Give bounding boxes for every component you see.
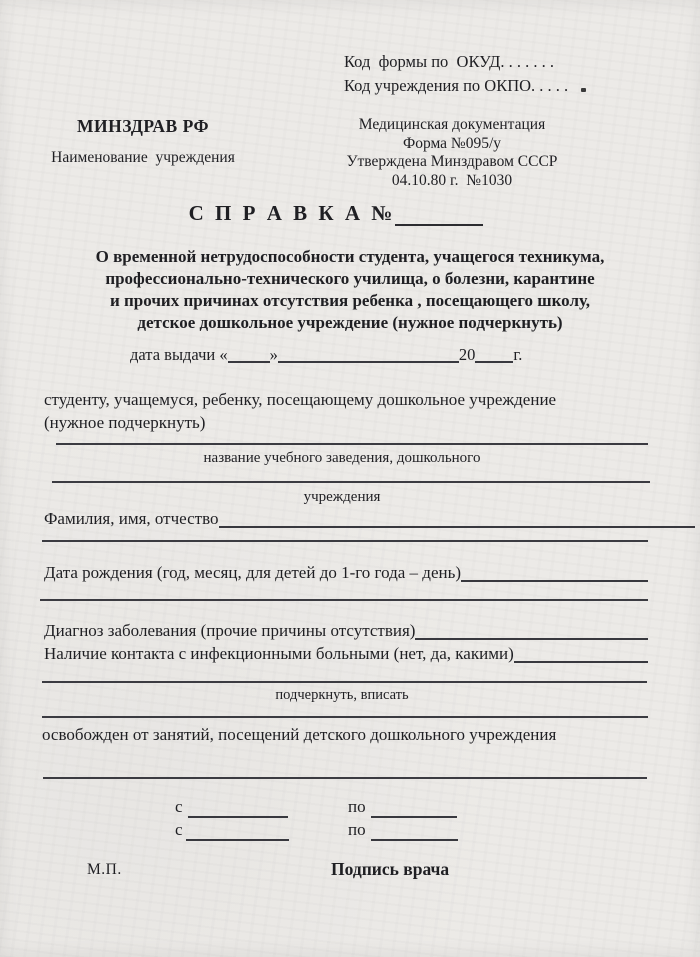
infection-contact-row [44, 642, 648, 665]
issue-year-suffix: г. [513, 345, 523, 364]
period-from-label: с [175, 820, 183, 839]
doc-type-block [346, 116, 558, 190]
approved-by-line: Утверждена Минздравом СССР [346, 153, 558, 170]
institution-name-label: Наименование учреждения [51, 149, 235, 166]
certificate-subtitle-line: профессионально-технического училища, о болезни, карантине [105, 269, 595, 288]
institution-caption-line: учреждения [303, 489, 381, 505]
diagnosis-label: Диагноз заболевания (прочие причины отсутствия) [44, 621, 416, 640]
full-name-label: Фамилия, имя, отчество [44, 509, 219, 528]
write-line [42, 540, 648, 542]
period-from-blank [188, 816, 288, 818]
institution-write-line [52, 481, 650, 483]
issuer-block [38, 116, 248, 167]
ministry-name: МИНЗДРАВ РФ [76, 116, 209, 136]
released-statement: освобожден от занятий, посещений детского дошкольного учреждения [42, 725, 557, 744]
birth-date-label: Дата рождения (год, месяц, для детей до 1-го года – день) [44, 563, 462, 582]
issue-year-blank [475, 346, 513, 363]
underline-note: подчеркнуть, вписать [275, 687, 409, 703]
issue-day-blank [228, 346, 270, 363]
issue-month-blank [278, 346, 459, 363]
okud-code-line: Код формы по ОКУД. . . . . . . [344, 52, 555, 71]
scan-speck [581, 88, 586, 92]
issue-century-prefix: 20 [458, 345, 476, 364]
write-line [40, 599, 648, 601]
okpo-code-line: Код учреждения по ОКПО. . . . . [344, 76, 569, 95]
birth-date-row [44, 561, 648, 584]
doctor-signature-label: Подпись врача [331, 859, 450, 879]
certificate-subtitle-line: О временной нетрудоспособности студента, учащегося техникума, [95, 247, 605, 266]
institution-write-line [56, 443, 648, 445]
diagnosis-blank [415, 624, 648, 640]
birth-date-blank [461, 566, 648, 582]
write-line [42, 681, 647, 683]
issued-to-line: студенту, учащемуся, ребенку, посещающему дошкольное учреждение [44, 390, 557, 409]
full-name-row [44, 507, 695, 530]
write-line [42, 716, 648, 718]
issue-date-row [130, 345, 522, 365]
stamp-place-label: М.П. [87, 861, 122, 878]
period-to-blank [371, 816, 457, 818]
period-to-label: по [348, 820, 366, 839]
period-from-blank [186, 839, 289, 841]
institution-caption-line: название учебного заведения, дошкольного [203, 450, 481, 466]
period-from-label: с [175, 797, 183, 816]
medical-doc-line: Медицинская документация [358, 116, 546, 133]
full-name-blank [219, 512, 695, 528]
certificate-subtitle-line: и прочих причинах отсутствия ребенка , посещающего школу, [109, 291, 591, 310]
certificate-title: С П Р А В К А № [188, 201, 396, 225]
write-line [43, 777, 647, 779]
issued-to-note: (нужное подчеркнуть) [44, 413, 206, 432]
issue-date-label: дата выдачи « [130, 345, 228, 364]
certificate-subtitle [0, 246, 700, 334]
certificate-subtitle-line: детское дошкольное учреждение (нужное подчеркнуть) [137, 313, 563, 332]
form-codes-block [344, 50, 568, 98]
infection-contact-blank [514, 647, 648, 663]
approval-date-line: 04.10.80 г. №1030 [391, 171, 513, 189]
certificate-number-blank [395, 206, 483, 226]
diagnosis-row [44, 619, 648, 642]
issued-to-block [44, 388, 556, 434]
form-number-line: Форма №095/у [402, 134, 502, 152]
certificate-title-row [0, 201, 686, 226]
period-to-blank [371, 839, 458, 841]
infection-contact-label: Наличие контакта с инфекционными больными (нет, да, какими) [44, 644, 514, 663]
period-to-label: по [348, 797, 366, 816]
closing-quote: » [269, 345, 278, 364]
